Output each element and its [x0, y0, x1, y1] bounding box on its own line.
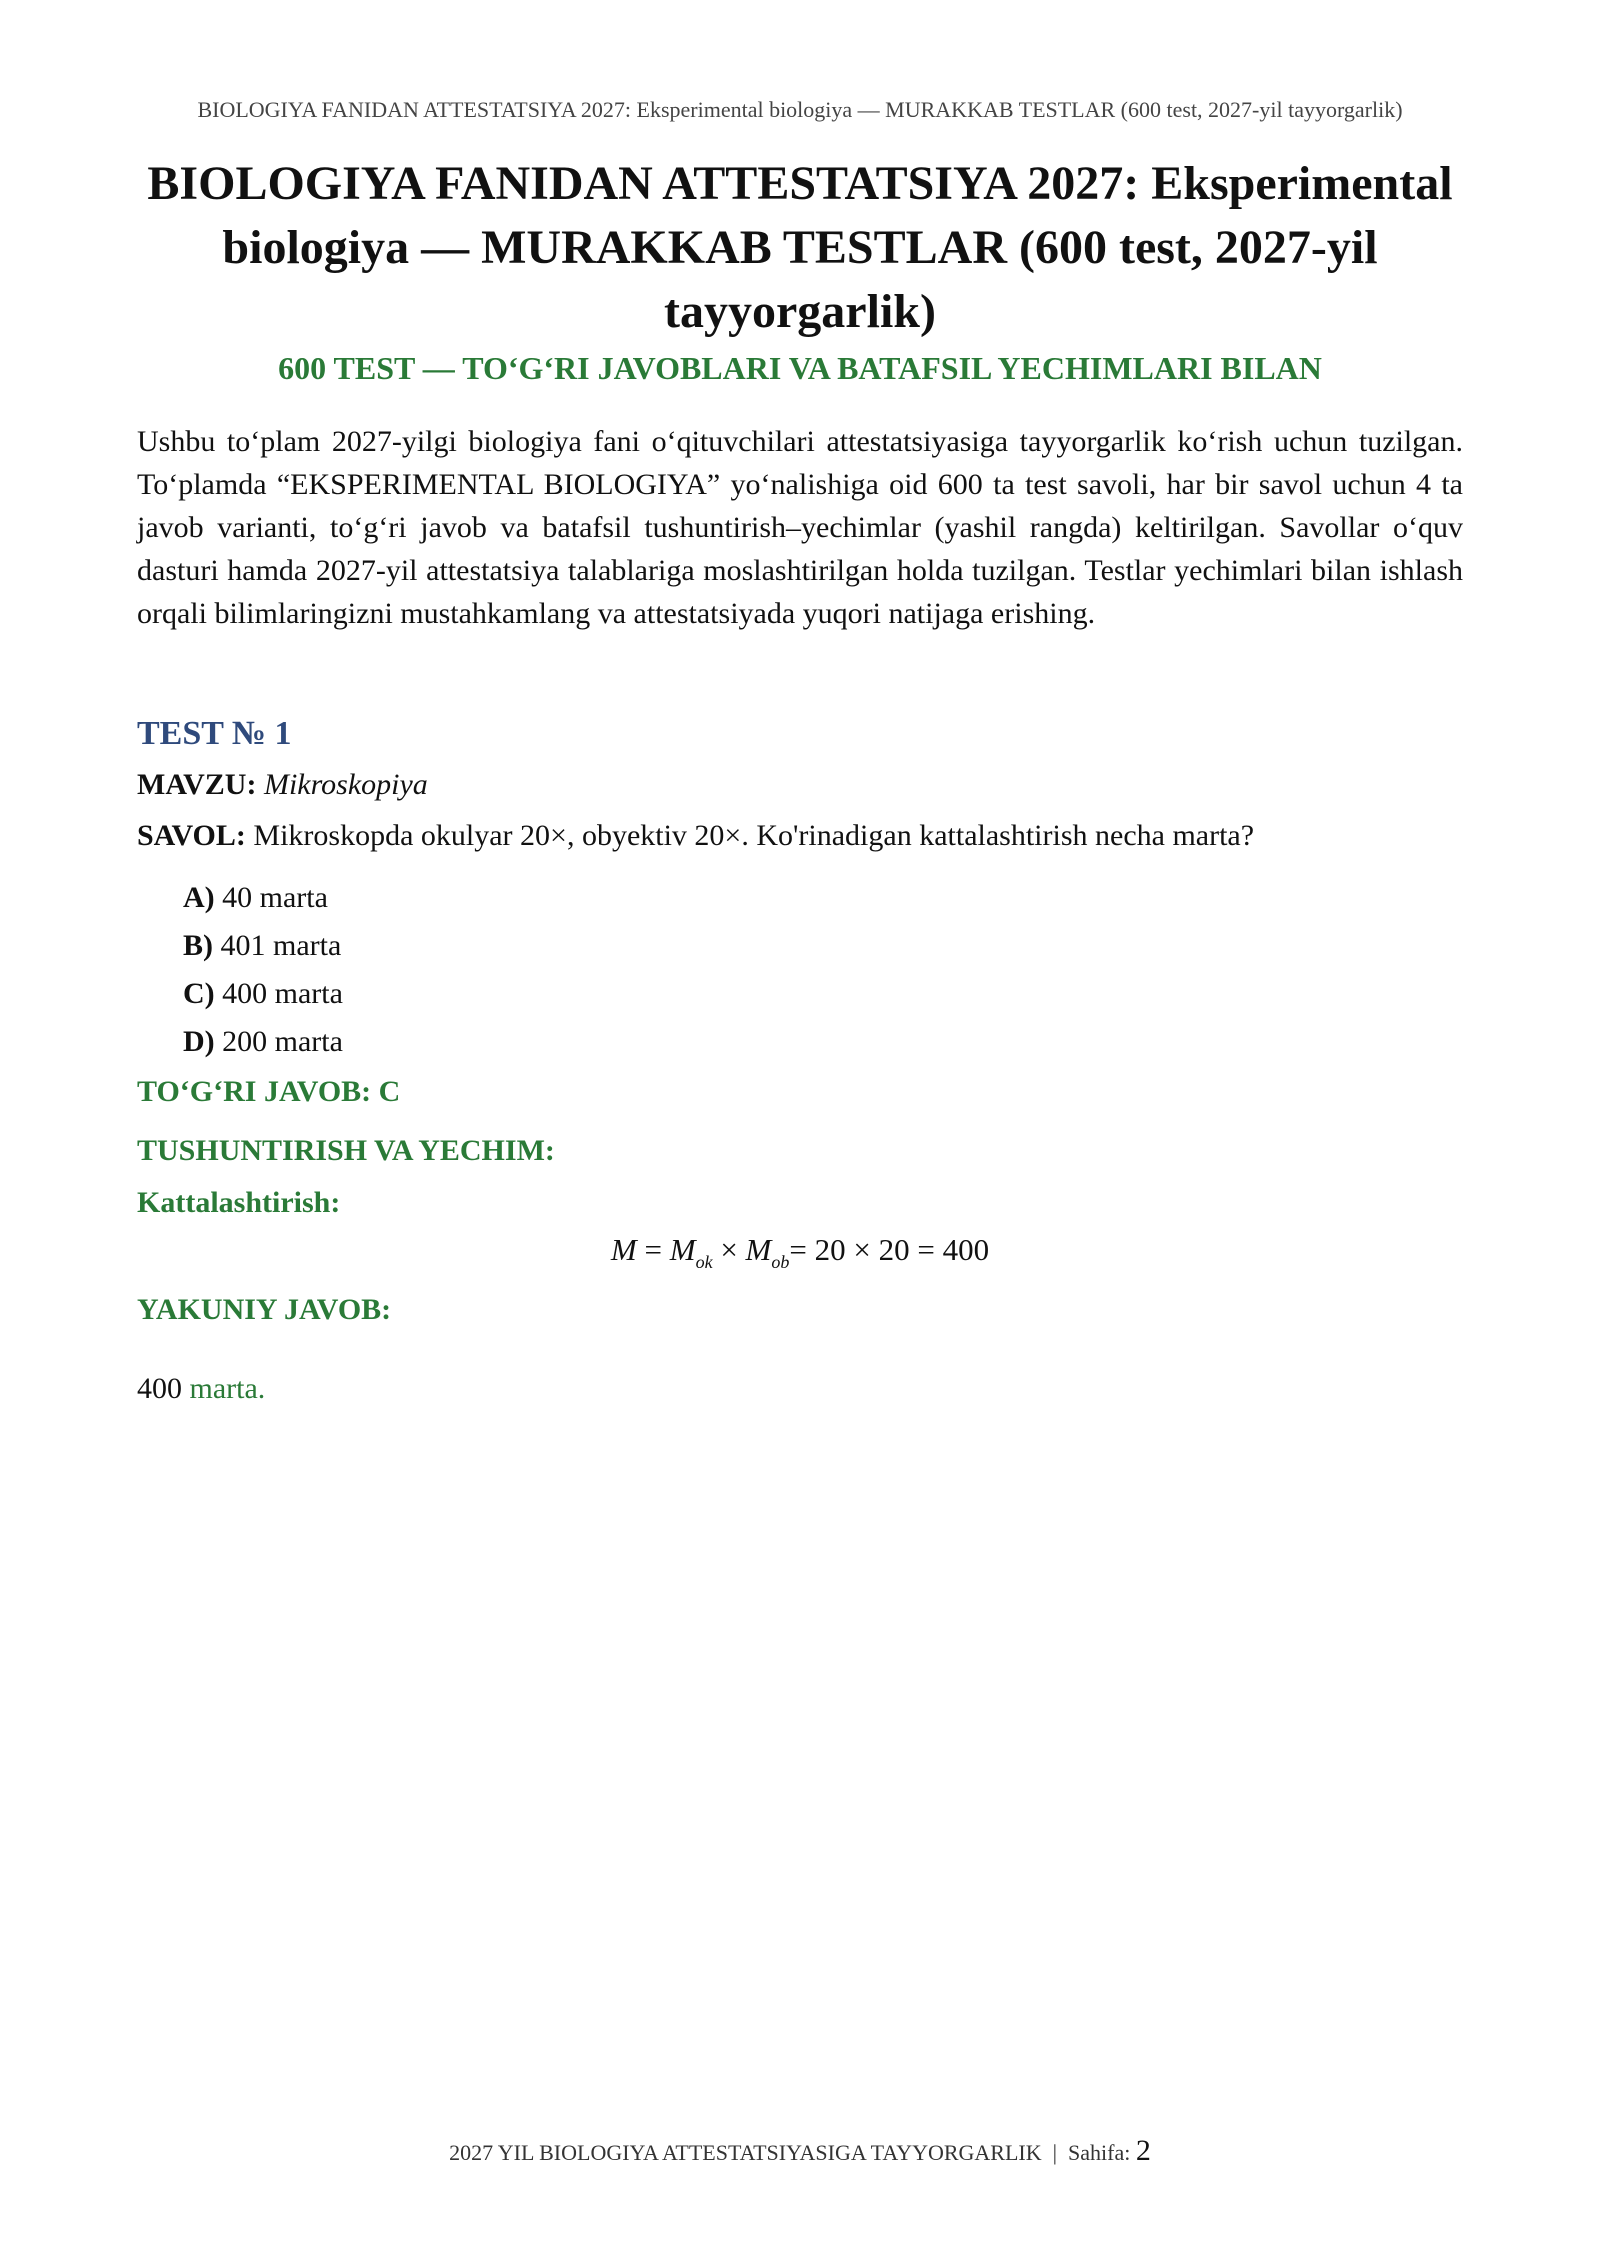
option-text: 40 marta — [222, 881, 328, 914]
question-label: SAVOL: — [137, 819, 246, 852]
answer-options — [183, 874, 343, 1066]
question-text: Mikroskopda okulyar 20×, obyektiv 20×. Ko'rinadigan kattalashtirish necha marta? — [253, 819, 1255, 852]
explanation-heading: TUSHUNTIRISH VA YECHIM: — [137, 1134, 555, 1167]
page-footer — [0, 2136, 1600, 2168]
option-letter: A) — [183, 881, 215, 914]
option-text: 401 marta — [220, 929, 342, 962]
formula-subscript: ob — [771, 1252, 790, 1272]
explanation-subheading: Kattalashtirish: — [137, 1186, 341, 1219]
running-header: BIOLOGIYA FANIDAN ATTESTATSIYA 2027: Eksperimental biologiya — MURAKKAB TESTLAR (600 test, 2027-yil tayyorgarlik) — [197, 97, 1403, 122]
option-a — [183, 874, 343, 922]
option-d — [183, 1018, 343, 1066]
correct-answer: TO‘G‘RI JAVOB: C — [137, 1075, 401, 1108]
formula-equals: = — [644, 1232, 662, 1267]
option-letter: B) — [183, 929, 213, 962]
option-text: 400 marta — [222, 977, 343, 1010]
topic-label: MAVZU: — [137, 768, 257, 801]
magnification-formula — [0, 1230, 1600, 1282]
option-letter: D) — [183, 1025, 215, 1058]
option-text: 200 marta — [222, 1025, 343, 1058]
question-line — [137, 816, 1254, 856]
final-answer — [137, 1369, 265, 1409]
footer-text: 2027 YIL BIOLOGIYA ATTESTATSIYASIGA TAYYORGARLIK — [449, 2140, 1042, 2165]
formula-symbol: M — [610, 1232, 637, 1267]
final-answer-value: 400 — [137, 1372, 182, 1405]
intro-paragraph: Ushbu to‘plam 2027-yilgi biologiya fani o‘qituvchilari attestatsiyasiga tayyorgarlik ko‘rish uchun tuzilgan. To‘plamda “EKSPERIMENTAL BIOLOGIYA” yo‘nalishiga oid 600 ta test savoli, har bir savol uchun 4 ta javob varianti, to‘g‘ri javob va batafsil tushuntirish–yechimlar (yashil rangda) keltirilgan. Savollar o‘quv dasturi hamda 2027-yil attestatsiya talablariga moslashtirilgan holda tuzilgan. Testlar yechimlari bilan ishlash orqali bilimlaringizni mustahkamlang va attestatsiyada yuqori natijaga erishing. — [137, 425, 1463, 630]
option-c — [183, 970, 343, 1018]
topic-value: Mikroskopiya — [263, 768, 428, 801]
page-subtitle: 600 TEST — TO‘G‘RI JAVOBLARI VA BATAFSIL YECHIMLARI BILAN — [278, 350, 1322, 386]
topic-line — [137, 765, 428, 805]
formula-symbol: M — [669, 1232, 696, 1267]
footer-page-label: Sahifa: — [1068, 2140, 1131, 2165]
formula-result: = 20 × 20 = 400 — [789, 1232, 990, 1267]
option-letter: C) — [183, 977, 215, 1010]
footer-separator: | — [1052, 2140, 1058, 2165]
formula-subscript: ok — [695, 1252, 713, 1272]
formula-times: × — [720, 1232, 738, 1267]
final-answer-heading: YAKUNIY JAVOB: — [137, 1293, 392, 1326]
page-number: 2 — [1135, 2134, 1151, 2167]
final-answer-unit: marta. — [189, 1372, 266, 1405]
option-b — [183, 922, 343, 970]
formula-symbol: M — [745, 1232, 772, 1267]
test-heading: TEST № 1 — [137, 715, 292, 752]
page-title: BIOLOGIYA FANIDAN ATTESTATSIYA 2027: Eksperimental biologiya — MURAKKAB TESTLAR (600 test, 2027-yil tayyorgarlik) — [147, 157, 1453, 338]
